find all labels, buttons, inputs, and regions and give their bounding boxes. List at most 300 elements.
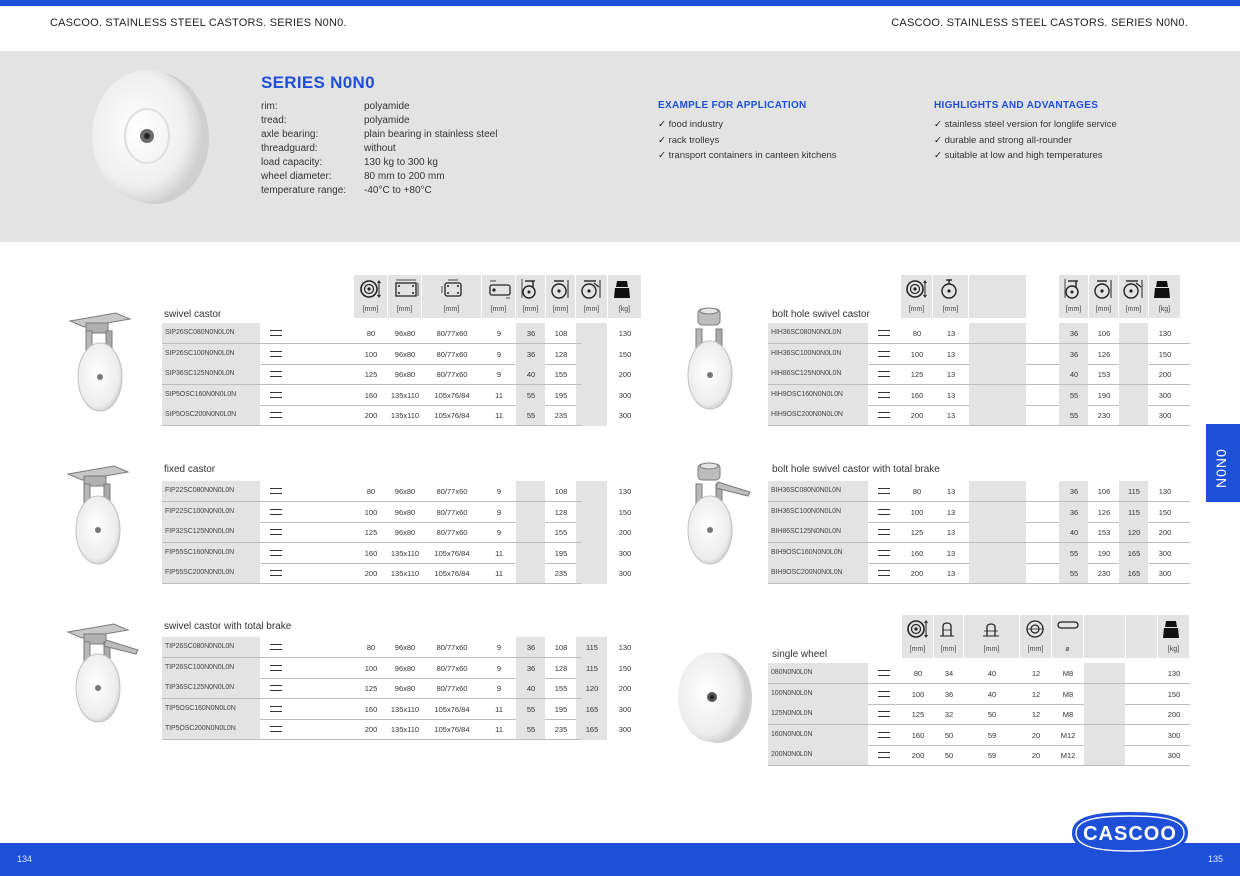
table-cell: 100 — [364, 349, 378, 359]
table-cell: 300 — [618, 704, 632, 714]
table-cell: 12 — [1031, 689, 1041, 699]
equals-icon — [878, 691, 890, 697]
table-cell: 80/77x60 — [436, 370, 468, 379]
table-cell: 13 — [946, 507, 956, 517]
table-cell: 165 — [1127, 548, 1141, 558]
article-number[interactable]: HIH36SC080N0N0L0N — [771, 329, 842, 336]
table-cell: 13 — [946, 569, 956, 578]
table-cell: 200 — [618, 684, 632, 693]
weight-icon — [613, 278, 631, 305]
table-cell: 128 — [554, 349, 568, 359]
spec-value: polyamide — [364, 101, 410, 112]
unit-label: [mm] — [443, 306, 460, 313]
table-cell: 100 — [910, 507, 924, 517]
table-cell: 160 — [364, 704, 378, 714]
application-item: ✓ transport containers in canteen kitchens — [658, 148, 837, 164]
series-title: SERIES N0N0 — [261, 73, 375, 92]
unit-label: [kg] — [618, 306, 631, 313]
table-cell: 190 — [1097, 390, 1111, 400]
spec-list — [261, 100, 497, 198]
table-cell: 13 — [946, 528, 956, 537]
section-title: single wheel — [772, 649, 828, 660]
column-shade — [969, 502, 1026, 523]
table-cell: 195 — [554, 704, 568, 714]
axle-column-header — [1052, 615, 1083, 658]
column-shade — [969, 543, 1026, 564]
article-number[interactable]: HIH86SC125N0N0L0N — [771, 370, 842, 377]
cascoo-logo — [1066, 808, 1194, 858]
wheel-column-header — [902, 615, 933, 658]
article-number[interactable]: FIP22SC100N0N0L0N — [165, 507, 235, 515]
row-divider — [162, 739, 582, 740]
spec-key: temperature range: — [261, 185, 347, 196]
brakeh-column-header — [1119, 275, 1148, 318]
article-number[interactable]: SIP26SC100N0N0L0N — [165, 349, 235, 357]
column-shade — [969, 405, 1026, 426]
table-cell: 130 — [1158, 329, 1172, 338]
row-divider — [768, 765, 1190, 766]
article-number[interactable]: 160N0N0L0N — [771, 730, 813, 738]
table-cell: 80 — [366, 329, 376, 338]
table-cell: 80/77x60 — [436, 643, 468, 652]
section-title: fixed castor — [164, 464, 216, 475]
unit-label: [mm] — [942, 306, 959, 313]
table-cell: 106 — [1097, 329, 1111, 338]
equals-icon — [878, 509, 890, 515]
table-cell: M12 — [1060, 730, 1076, 740]
table-cell: 105x76/84 — [434, 569, 470, 578]
table-cell: 13 — [946, 349, 956, 359]
unit-label: [mm] — [983, 646, 1000, 653]
table-cell: 9 — [496, 643, 502, 652]
page-number-right: 135 — [1207, 854, 1223, 864]
table-cell: 36 — [1069, 349, 1079, 359]
table-cell: 55 — [526, 390, 536, 400]
table-cell: 135x110 — [390, 725, 420, 734]
table-cell: 12 — [1031, 669, 1041, 678]
table-cell: 80/77x60 — [436, 684, 468, 693]
weight-column-header — [1158, 615, 1189, 658]
table-cell: 36 — [1069, 329, 1079, 338]
rimw-icon — [937, 618, 957, 645]
column-shade — [576, 502, 607, 523]
table-cell: 36 — [944, 689, 954, 699]
table-cell: 11 — [495, 548, 503, 558]
table-cell: 13 — [946, 329, 956, 338]
column-shade — [516, 522, 545, 543]
table-cell: 300 — [618, 390, 632, 400]
table-cell: 235 — [554, 569, 568, 578]
table-cell: 55 — [1069, 411, 1079, 420]
table-cell: 165 — [585, 704, 599, 714]
table-cell: 13 — [946, 548, 956, 558]
row-divider — [162, 583, 582, 584]
table-cell: 40 — [987, 669, 997, 678]
table-cell: 36 — [1069, 507, 1079, 517]
table-cell: 200 — [364, 569, 378, 578]
table-cell: 130 — [1158, 487, 1172, 496]
table-cell: 300 — [1158, 548, 1172, 558]
table-cell: 126 — [1097, 349, 1111, 359]
table-cell: 130 — [618, 487, 632, 496]
table-cell: 80 — [366, 643, 376, 652]
column-shade — [576, 385, 607, 406]
table-cell: 200 — [1167, 710, 1181, 719]
table-cell: 96x80 — [394, 528, 416, 537]
table-cell: 36 — [526, 663, 536, 673]
table-cell: 80/77x60 — [436, 507, 468, 517]
equals-icon — [878, 412, 890, 418]
table-cell: 20 — [1031, 730, 1041, 740]
table-cell: 9 — [496, 349, 502, 359]
article-number[interactable]: TIP36SC125N0N0L0N — [165, 684, 235, 691]
offset-column-header — [516, 275, 545, 318]
article-number[interactable]: HIH36SC100N0N0L0N — [771, 349, 842, 357]
running-header-right: CASCOO. STAINLESS STEEL CASTORS. SERIES N0N0. — [891, 17, 1188, 29]
row-divider — [768, 583, 1190, 584]
table-cell: 55 — [526, 725, 536, 734]
article-number[interactable]: BIH9OSC200N0N0L0N — [771, 569, 843, 576]
article-number[interactable]: TIP26SC100N0N0L0N — [165, 663, 235, 671]
article-number[interactable]: BIH86SC125N0N0L0N — [771, 528, 841, 535]
column-shade — [1084, 684, 1125, 705]
table-cell: 100 — [910, 349, 924, 359]
equals-icon — [270, 351, 282, 357]
table-cell: 155 — [554, 684, 568, 693]
spec-row — [261, 128, 497, 142]
article-number[interactable]: SIP36SC125N0N0L0N — [165, 370, 235, 377]
table-cell: 130 — [618, 643, 632, 652]
equals-icon — [878, 351, 890, 357]
article-number[interactable]: BIH36SC100N0N0L0N — [771, 507, 841, 515]
table-cell: 105x76/84 — [434, 390, 470, 400]
table-cell: 120 — [585, 684, 599, 693]
column-shade — [1084, 704, 1125, 725]
table-cell: 55 — [1069, 569, 1079, 578]
table-cell: 36 — [526, 329, 536, 338]
table-cell: 80/77x60 — [436, 663, 468, 673]
table-cell: 200 — [364, 725, 378, 734]
spec-value: without — [364, 143, 396, 154]
table-cell: 9 — [496, 528, 502, 537]
table-cell: 195 — [554, 548, 568, 558]
section-title: swivel castor with total brake — [164, 621, 292, 632]
footer-bar — [0, 843, 1240, 876]
equals-icon — [878, 732, 890, 738]
table-cell: 105x76/84 — [434, 725, 470, 734]
table-cell: 115 — [586, 643, 598, 652]
application-item: ✓ rack trolleys — [658, 133, 837, 149]
weight-column-header — [608, 275, 641, 318]
spec-row — [261, 184, 497, 198]
table-cell: 80 — [913, 669, 923, 678]
bolt-icon — [487, 278, 513, 305]
weight-icon — [1162, 618, 1180, 645]
table-cell: 100 — [364, 663, 378, 673]
article-number[interactable]: TIP5OSC200N0N0L0N — [165, 725, 236, 732]
article-number[interactable]: SIP5OSC160N0N0L0N — [165, 390, 237, 398]
table-cell: 153 — [1097, 370, 1111, 379]
equals-icon — [878, 570, 890, 576]
table-cell: 96x80 — [394, 487, 416, 496]
blank-column-header — [1126, 615, 1157, 658]
product-image — [64, 307, 144, 422]
table-cell: 105x76/84 — [434, 411, 470, 420]
table-cell: 160 — [364, 548, 378, 558]
unit-label: [mm] — [1027, 646, 1044, 653]
table-cell: 105x76/84 — [434, 548, 470, 558]
table-cell: 155 — [554, 370, 568, 379]
section-bolt-hole-brake — [670, 438, 1190, 588]
spec-row — [261, 170, 497, 184]
table-cell: 9 — [496, 507, 502, 517]
wheel-icon — [359, 278, 381, 305]
table-cell: 128 — [554, 507, 568, 517]
unit-label: [mm] — [490, 306, 507, 313]
row-divider — [162, 425, 582, 426]
table-cell: 200 — [1158, 370, 1172, 379]
unit-label: [mm] — [362, 306, 379, 313]
column-shade — [969, 344, 1026, 365]
highlight-item: ✓ durable and strong all-rounder — [934, 133, 1117, 149]
equals-icon — [270, 726, 282, 732]
spec-key: threadguard: — [261, 143, 318, 154]
article-number[interactable]: TIP5OSC160N0N0L0N — [165, 704, 236, 712]
article-number[interactable]: BIH9OSC160N0N0L0N — [771, 548, 843, 556]
equals-icon — [270, 392, 282, 398]
spec-value: 130 kg to 300 kg — [364, 157, 438, 168]
application-list — [658, 100, 837, 164]
equals-icon — [878, 529, 890, 535]
equals-icon — [270, 412, 282, 418]
height-icon — [549, 278, 571, 305]
article-number[interactable]: HIH9OSC200N0N0L0N — [771, 411, 843, 418]
table-cell: 32 — [944, 710, 954, 719]
brakeh-icon — [580, 278, 602, 305]
plate-column-header — [388, 275, 421, 318]
table-cell: 135x110 — [390, 704, 420, 714]
equals-icon — [270, 570, 282, 576]
table-cell: 11 — [495, 569, 503, 578]
spec-key: rim: — [261, 101, 278, 112]
table-cell: 106 — [1097, 487, 1111, 496]
unit-label: [mm] — [583, 306, 600, 313]
equals-icon — [878, 550, 890, 556]
column-shade — [1084, 745, 1125, 766]
table-cell: 13 — [946, 390, 956, 400]
table-cell: 34 — [944, 669, 954, 678]
spec-row — [261, 156, 497, 170]
table-cell: 150 — [618, 507, 632, 517]
table-cell: 96x80 — [394, 643, 416, 652]
swivelwheel-column-header — [933, 275, 968, 318]
table-cell: 125 — [364, 684, 378, 693]
weight-icon — [1153, 278, 1171, 305]
table-cell: 135x110 — [390, 569, 420, 578]
column-shade — [1119, 344, 1148, 365]
table-cell: 300 — [1158, 569, 1172, 578]
column-shade — [516, 543, 545, 564]
bore-column-header — [1020, 615, 1051, 658]
table-cell: 300 — [618, 725, 632, 734]
table-cell: 108 — [554, 487, 568, 496]
table-cell: 13 — [946, 370, 956, 379]
table-cell: M8 — [1062, 710, 1074, 719]
hero-wheel-image — [85, 66, 210, 206]
equals-icon — [270, 644, 282, 650]
spec-value: plain bearing in stainless steel — [364, 129, 498, 140]
height-column-header — [546, 275, 575, 318]
section-single-wheel — [670, 615, 1190, 775]
table-cell: 40 — [1069, 528, 1079, 537]
table-cell: 300 — [618, 548, 632, 558]
article-number[interactable]: 100N0N0L0N — [771, 689, 813, 697]
table-cell: 80/77x60 — [436, 349, 468, 359]
product-image — [674, 460, 754, 575]
table-cell: 125 — [911, 710, 925, 719]
equals-icon — [270, 371, 282, 377]
table-cell: 12 — [1031, 710, 1041, 719]
equals-icon — [270, 488, 282, 494]
rimw-column-header — [934, 615, 963, 658]
article-number[interactable]: HIH9OSC160N0N0L0N — [771, 390, 843, 398]
article-number[interactable]: FIP55SC200N0N0L0N — [165, 569, 235, 576]
table-cell: 115 — [586, 663, 598, 673]
table-cell: 108 — [554, 329, 568, 338]
height-column-header — [1089, 275, 1118, 318]
column-shade — [1119, 364, 1148, 385]
product-image — [674, 305, 754, 420]
column-shade — [969, 364, 1026, 385]
table-cell: 160 — [364, 390, 378, 400]
article-number[interactable]: FIP22SC080N0N0L0N — [165, 487, 235, 494]
table-cell: 235 — [554, 411, 568, 420]
spec-key: axle bearing: — [261, 129, 319, 140]
equals-icon — [270, 529, 282, 535]
column-shade — [576, 563, 607, 584]
spec-row — [261, 114, 497, 128]
equals-icon — [270, 685, 282, 691]
bore-icon — [1024, 618, 1046, 645]
spec-value: polyamide — [364, 115, 410, 126]
article-number[interactable]: SIP26SC080N0N0L0N — [165, 329, 235, 336]
table-cell: 80 — [912, 487, 922, 496]
article-number[interactable]: TIP26SC080N0N0L0N — [165, 643, 235, 650]
section-title: swivel castor — [164, 309, 222, 320]
section-fixed-castor — [62, 438, 632, 588]
article-number[interactable]: FIP32SC125N0N0L0N — [165, 528, 235, 535]
section-swivel-brake — [62, 594, 632, 754]
table-cell: 11 — [495, 390, 503, 400]
table-cell: 105x76/84 — [434, 704, 470, 714]
unit-label: [mm] — [552, 306, 569, 313]
column-shade — [969, 385, 1026, 406]
unit-label: [mm] — [1125, 306, 1142, 313]
table-cell: M8 — [1062, 669, 1074, 678]
column-shade — [576, 543, 607, 564]
unit-label: [mm] — [396, 306, 413, 313]
table-cell: 125 — [910, 370, 924, 379]
equals-icon — [270, 550, 282, 556]
height-icon — [1092, 278, 1114, 305]
table-cell: 36 — [526, 349, 536, 359]
unit-label: [kg] — [1158, 306, 1171, 313]
table-cell: 9 — [496, 487, 502, 496]
blank-column-header — [1084, 615, 1125, 658]
equals-icon — [878, 371, 890, 377]
side-tab-label: N0N0 — [1213, 448, 1229, 488]
table-cell: 150 — [618, 663, 632, 673]
table-cell: 59 — [987, 751, 997, 760]
offset-icon — [519, 278, 541, 305]
table-cell: 115 — [1128, 507, 1140, 517]
table-cell: 300 — [1158, 390, 1172, 400]
table-cell: 55 — [1069, 548, 1079, 558]
column-shade — [969, 522, 1026, 543]
article-number[interactable]: FIP55SC160N0N0L0N — [165, 548, 235, 556]
unit-label: [mm] — [522, 306, 539, 313]
table-cell: 9 — [496, 329, 502, 338]
table-cell: 55 — [526, 704, 536, 714]
article-number[interactable]: 080N0N0L0N — [771, 669, 813, 676]
wheel-icon — [906, 618, 928, 645]
article-number[interactable]: 125N0N0L0N — [771, 710, 813, 717]
table-cell: 300 — [618, 569, 632, 578]
table-cell: 100 — [364, 507, 378, 517]
wheel-column-header — [901, 275, 932, 318]
table-cell: 200 — [618, 528, 632, 537]
table-cell: 235 — [554, 725, 568, 734]
series-side-tab — [1206, 424, 1240, 502]
logo-wordmark: CASCOO — [1083, 823, 1177, 845]
spec-value: 80 mm to 200 mm — [364, 171, 445, 182]
axle-icon — [1056, 618, 1080, 636]
table-cell: 120 — [1127, 528, 1141, 537]
application-item: ✓ food industry — [658, 117, 837, 133]
table-cell: 11 — [495, 704, 503, 714]
column-shade — [576, 323, 607, 344]
hub-icon — [980, 618, 1002, 645]
table-cell: 130 — [618, 329, 632, 338]
table-cell: 160 — [910, 548, 924, 558]
highlight-item: ✓ stainless steel version for longlife service — [934, 117, 1117, 133]
swivelwheel-icon — [939, 278, 961, 305]
weight-column-header — [1149, 275, 1180, 318]
plate-icon — [393, 278, 419, 305]
column-shade — [969, 563, 1026, 584]
table-cell: 153 — [1097, 528, 1111, 537]
wheel-icon — [905, 278, 927, 305]
table-cell: 80 — [366, 487, 376, 496]
article-number[interactable]: BIH36SC080N0N0L0N — [771, 487, 841, 494]
equals-icon — [878, 488, 890, 494]
table-cell: 200 — [911, 751, 925, 760]
article-number[interactable]: SIP5OSC200N0N0L0N — [165, 411, 237, 418]
offset-icon — [1062, 278, 1084, 305]
highlights-list — [934, 100, 1117, 164]
holes-column-header — [422, 275, 481, 318]
table-cell: 200 — [910, 569, 924, 578]
section-bolt-hole-swivel — [670, 275, 1190, 435]
spec-row — [261, 142, 497, 156]
column-shade — [1119, 385, 1148, 406]
table-cell: 96x80 — [394, 329, 416, 338]
blank-column-header — [969, 275, 1026, 318]
table-cell: 195 — [554, 390, 568, 400]
article-number[interactable]: 200N0N0L0N — [771, 751, 813, 758]
table-cell: 300 — [1158, 411, 1172, 420]
table-cell: 160 — [910, 390, 924, 400]
